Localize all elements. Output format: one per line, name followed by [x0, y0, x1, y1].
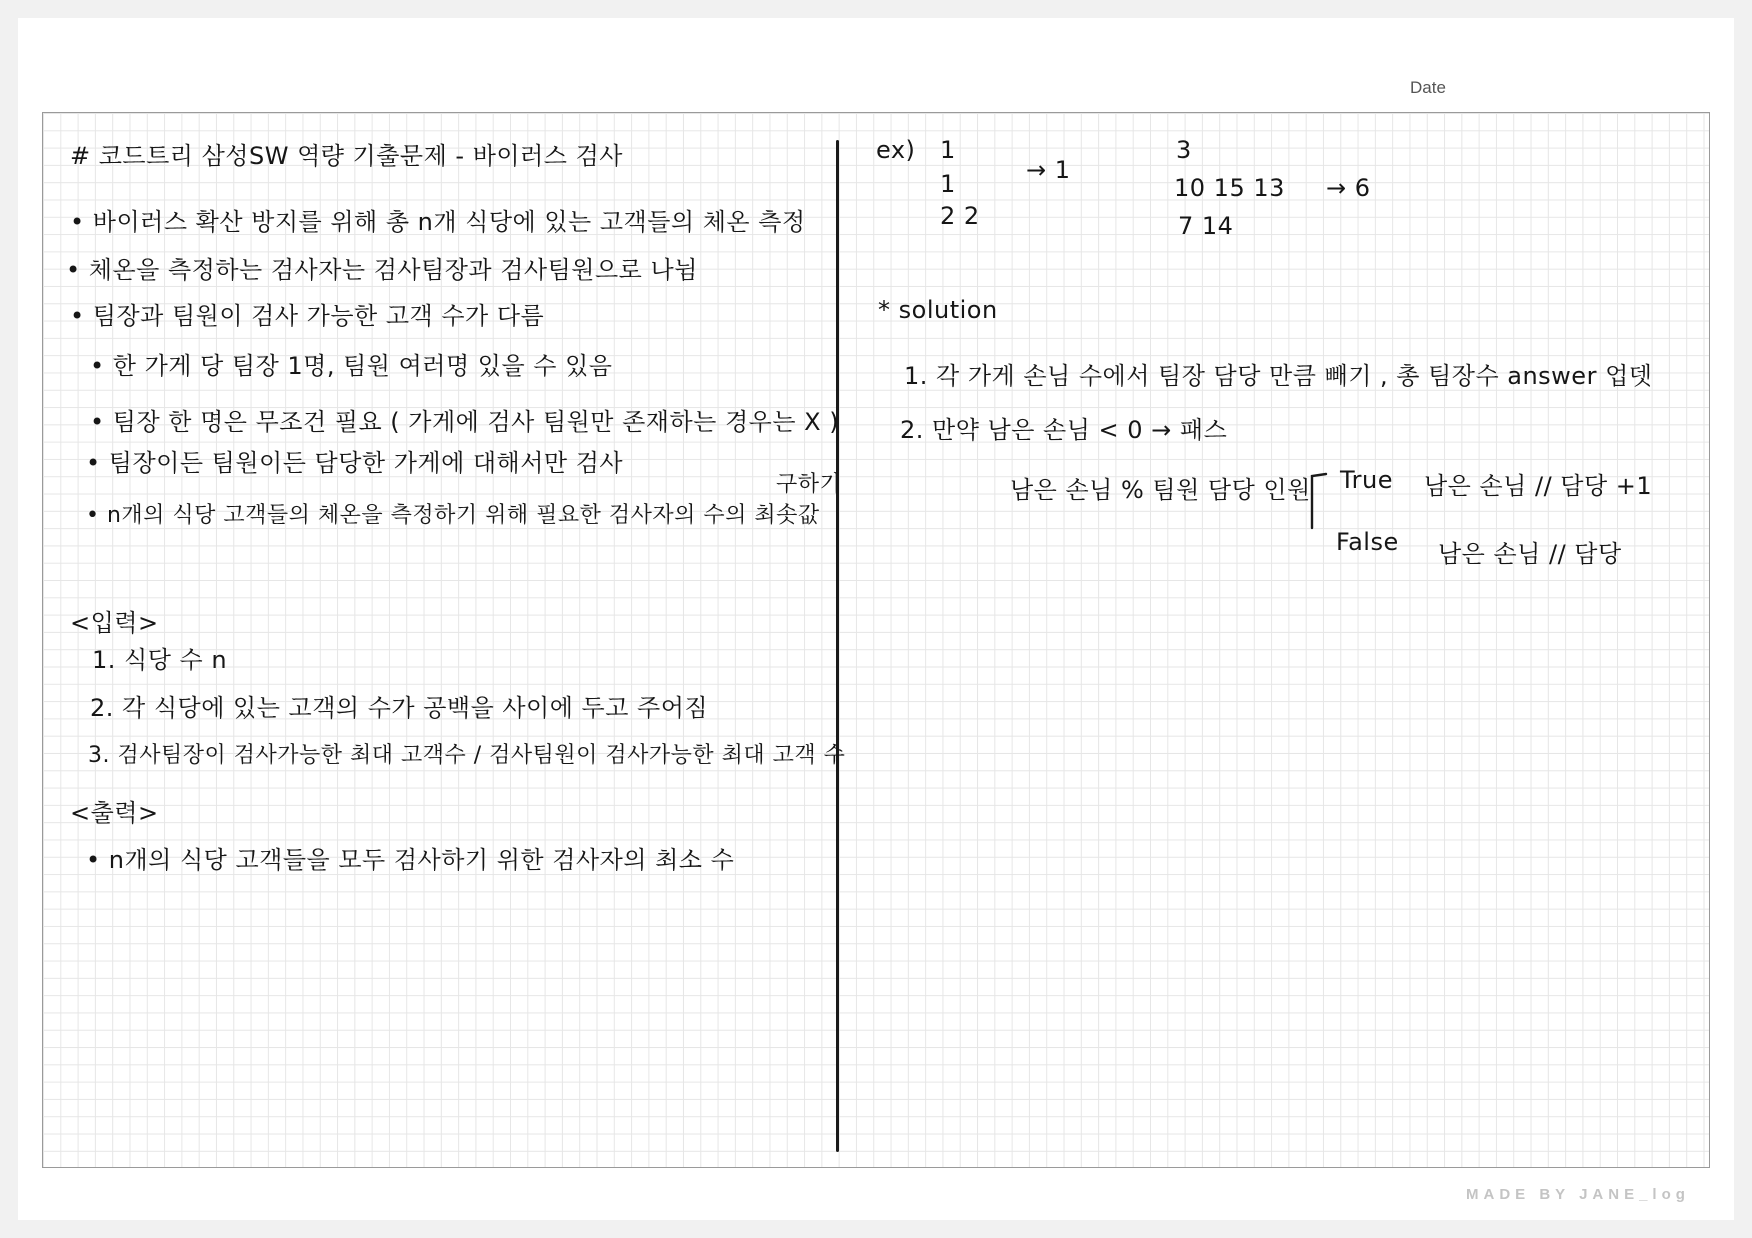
solution-step-2: 2. 만약 남은 손님 < 0 → 패스: [900, 416, 1228, 444]
example1-line-1: 1: [940, 136, 956, 164]
example1-line-2: 1: [940, 170, 956, 198]
bullet-2: • 체온을 측정하는 검사자는 검사팀장과 검사팀원으로 나뉨: [66, 256, 698, 284]
example2-line-2: 10 15 13: [1174, 174, 1285, 202]
true-expression: 남은 손님 // 담당 +1: [1424, 472, 1653, 500]
note-title: # 코드트리 삼성SW 역량 기출문제 - 바이러스 검사: [70, 142, 623, 170]
output-1: • n개의 식당 고객들을 모두 검사하기 위한 검사자의 최소 수: [86, 846, 735, 874]
bullet-3: • 팀장과 팀원이 검사 가능한 고객 수가 다름: [70, 302, 545, 330]
solution-condition: 남은 손님 % 팀원 담당 인원: [1010, 476, 1311, 504]
bullet-4: • 팀장이든 팀원이든 담당한 가게에 대해서만 검사: [86, 449, 624, 477]
example2-result: → 6: [1326, 174, 1371, 202]
example1-line-3: 2 2: [940, 202, 980, 230]
input-3: 3. 검사팀장이 검사가능한 최대 고객수 / 검사팀원이 검사가능한 최대 고객 수: [88, 743, 846, 768]
false-label: False: [1336, 528, 1399, 556]
example1-result: → 1: [1026, 156, 1071, 184]
solution-heading: * solution: [878, 296, 998, 324]
solution-step-1: 1. 각 가게 손님 수에서 팀장 담당 만큼 빼기 , 총 팀장수 answer 업뎃: [904, 362, 1653, 390]
bullet-1: • 바이러스 확산 방지를 위해 총 n개 식당에 있는 고객들의 체온 측정: [70, 208, 806, 236]
example2-line-1: 3: [1176, 136, 1192, 164]
bullet-5-note: 구하기: [776, 472, 842, 497]
example2-line-3: 7 14: [1178, 212, 1234, 240]
input-heading: <입력>: [70, 609, 159, 637]
example-label: ex): [876, 136, 916, 164]
sub-bullet-1: • 한 가게 당 팀장 1명, 팀원 여러명 있을 수 있음: [90, 352, 613, 380]
input-1: 1. 식당 수 n: [92, 646, 228, 674]
sub-bullet-2: • 팀장 한 명은 무조건 필요 ( 가게에 검사 팀원만 존재하는 경우는 X ): [90, 408, 840, 436]
footer-credit: MADE BY JANE_log: [1466, 1186, 1690, 1203]
false-expression: 남은 손님 // 담당: [1438, 540, 1622, 568]
true-label: True: [1340, 466, 1393, 494]
output-heading: <출력>: [70, 799, 159, 827]
date-label: Date: [1410, 78, 1446, 97]
input-2: 2. 각 식당에 있는 고객의 수가 공백을 사이에 두고 주어짐: [90, 694, 709, 722]
bullet-5: • n개의 식당 고객들의 체온을 측정하기 위해 필요한 검사자의 수의 최솟값: [86, 503, 820, 528]
